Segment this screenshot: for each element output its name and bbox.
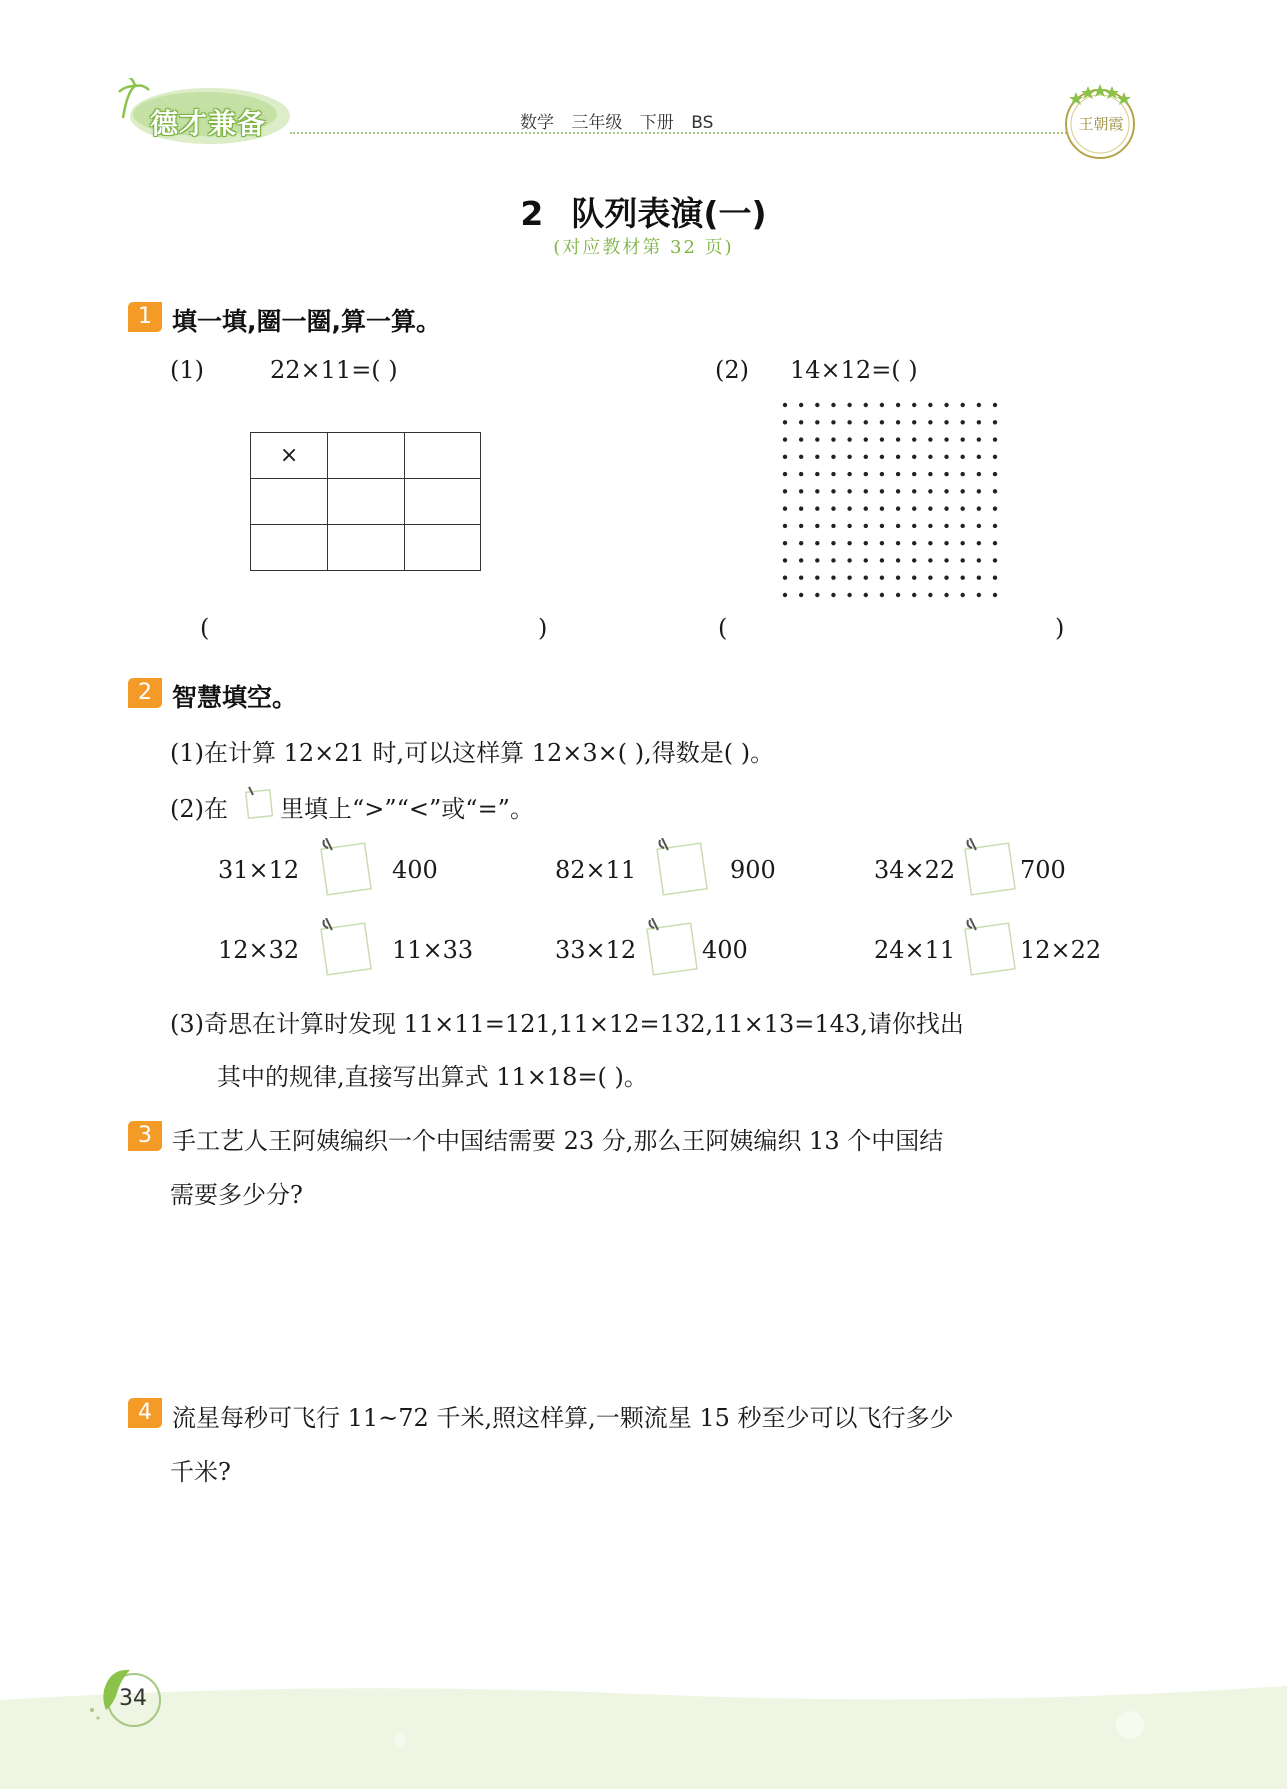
dot	[960, 437, 964, 441]
q2-part1: (1)在计算 12×21 时,可以这样算 12×3×( ),得数是( )。	[170, 739, 775, 767]
q1-answer1-open: (	[200, 614, 210, 642]
dot	[783, 489, 787, 493]
dot	[977, 506, 981, 510]
dot	[912, 420, 916, 424]
dot	[783, 403, 787, 407]
dot	[993, 506, 997, 510]
dot	[799, 489, 803, 493]
dot	[799, 576, 803, 580]
compare-left: 24×11	[874, 936, 956, 964]
dot	[944, 524, 948, 528]
dot	[977, 403, 981, 407]
dot	[912, 558, 916, 562]
dot	[960, 541, 964, 545]
compare-right: 900	[730, 856, 776, 884]
dot	[831, 576, 835, 580]
lesson-title: 队列表演(一)	[571, 194, 767, 233]
dot	[960, 593, 964, 597]
dot	[912, 472, 916, 476]
dot	[815, 489, 819, 493]
dot	[944, 420, 948, 424]
dot	[896, 472, 900, 476]
dot	[783, 576, 787, 580]
dot	[993, 558, 997, 562]
dot	[928, 437, 932, 441]
dot	[912, 455, 916, 459]
dot	[783, 558, 787, 562]
q1-badge: 1	[128, 302, 162, 332]
dot	[847, 506, 851, 510]
q1-part2-label: (2)	[715, 356, 749, 384]
grid-cell[interactable]	[328, 525, 404, 571]
dot	[944, 593, 948, 597]
grid-cell[interactable]	[328, 479, 404, 525]
dot	[944, 558, 948, 562]
dot	[783, 541, 787, 545]
dot	[847, 524, 851, 528]
q2-part2-prefix: (2)在	[170, 795, 228, 823]
dot	[912, 403, 916, 407]
compare-right: 400	[392, 856, 438, 884]
dot	[928, 593, 932, 597]
dot	[960, 558, 964, 562]
dot	[993, 472, 997, 476]
compare-right: 11×33	[392, 936, 474, 964]
dot	[977, 576, 981, 580]
dot	[815, 506, 819, 510]
dot	[847, 576, 851, 580]
dot	[815, 541, 819, 545]
dot	[864, 420, 868, 424]
dot	[960, 489, 964, 493]
dot	[960, 403, 964, 407]
multiplication-grid	[250, 432, 481, 571]
dot	[880, 558, 884, 562]
dot	[912, 524, 916, 528]
dot	[912, 593, 916, 597]
dot	[896, 524, 900, 528]
textbook-reference: (对应教材第 32 页)	[553, 237, 734, 258]
dot	[783, 472, 787, 476]
dot	[831, 593, 835, 597]
dot	[944, 472, 948, 476]
dot	[864, 576, 868, 580]
dot	[977, 455, 981, 459]
dot	[928, 455, 932, 459]
dot	[847, 489, 851, 493]
page-number: 34	[119, 1686, 147, 1711]
q4-line2: 千米?	[170, 1458, 231, 1486]
dot	[864, 541, 868, 545]
dot	[783, 455, 787, 459]
grid-header-cell: ×	[251, 433, 328, 479]
dot	[912, 541, 916, 545]
header-meta: 数学 三年级 下册 BS	[520, 113, 714, 133]
dot	[880, 420, 884, 424]
dot	[944, 541, 948, 545]
compare-right: 700	[1020, 856, 1066, 884]
dot	[880, 524, 884, 528]
dot	[896, 455, 900, 459]
dot	[783, 524, 787, 528]
dot	[799, 420, 803, 424]
compare-answer-box[interactable]	[962, 838, 1018, 898]
dot	[864, 524, 868, 528]
dot	[944, 437, 948, 441]
dot	[944, 506, 948, 510]
dot	[831, 558, 835, 562]
dot	[864, 437, 868, 441]
dot	[847, 593, 851, 597]
compare-right: 12×22	[1020, 936, 1102, 964]
dot	[799, 593, 803, 597]
compare-left: 12×32	[218, 936, 300, 964]
note-icon-inline	[243, 785, 275, 821]
grid-cell[interactable]	[328, 433, 404, 479]
dot	[977, 541, 981, 545]
dot	[831, 403, 835, 407]
dot	[880, 576, 884, 580]
dot	[815, 403, 819, 407]
dot	[815, 576, 819, 580]
q2-part2-suffix: 里填上“>”“<”或“=”。	[280, 795, 534, 823]
q1-answer2-open: (	[718, 614, 728, 642]
dot	[928, 541, 932, 545]
dot	[977, 558, 981, 562]
dot	[815, 437, 819, 441]
compare-left: 31×12	[218, 856, 300, 884]
q1-answer1-close: )	[538, 614, 548, 642]
dot	[896, 593, 900, 597]
dot	[928, 472, 932, 476]
dot	[799, 437, 803, 441]
dot	[831, 420, 835, 424]
dot	[896, 437, 900, 441]
dot	[993, 593, 997, 597]
dot	[847, 437, 851, 441]
dot	[880, 472, 884, 476]
dot	[880, 455, 884, 459]
dot	[815, 524, 819, 528]
compare-answer-box[interactable]	[318, 918, 374, 978]
dot	[815, 558, 819, 562]
dot	[896, 558, 900, 562]
dot	[896, 506, 900, 510]
dot	[783, 437, 787, 441]
dot	[831, 455, 835, 459]
dot	[783, 593, 787, 597]
dot	[799, 455, 803, 459]
dot	[880, 506, 884, 510]
dot	[799, 472, 803, 476]
dot	[928, 558, 932, 562]
dot	[896, 420, 900, 424]
dot	[880, 489, 884, 493]
grid-cell[interactable]	[404, 525, 480, 571]
dot	[928, 489, 932, 493]
dot	[912, 489, 916, 493]
dot	[864, 455, 868, 459]
compare-left: 34×22	[874, 856, 956, 884]
dot	[896, 403, 900, 407]
dot	[944, 489, 948, 493]
compare-answer-box[interactable]	[654, 838, 710, 898]
dot	[944, 576, 948, 580]
dot	[847, 455, 851, 459]
dot	[928, 524, 932, 528]
page-title	[0, 188, 1287, 235]
dot	[960, 506, 964, 510]
dot	[993, 541, 997, 545]
dot	[993, 420, 997, 424]
dot	[864, 472, 868, 476]
q4-badge: 4	[128, 1398, 162, 1428]
dot	[960, 455, 964, 459]
dot	[928, 403, 932, 407]
compare-answer-box[interactable]	[962, 918, 1018, 978]
dot	[783, 420, 787, 424]
brand-text: 德才兼备	[150, 107, 267, 140]
dot	[799, 541, 803, 545]
dot	[977, 420, 981, 424]
dot	[864, 593, 868, 597]
dot	[831, 524, 835, 528]
dot	[799, 403, 803, 407]
dot	[928, 576, 932, 580]
q3-badge: 3	[128, 1121, 162, 1151]
dot	[815, 420, 819, 424]
q2-part3-line1: (3)奇思在计算时发现 11×11=121,11×12=132,11×13=143,请你找出	[170, 1010, 964, 1038]
dot	[880, 403, 884, 407]
dot	[847, 403, 851, 407]
dot	[960, 524, 964, 528]
dot	[864, 403, 868, 407]
dot	[912, 576, 916, 580]
dot	[831, 541, 835, 545]
dot	[993, 576, 997, 580]
q1-answer2-close: )	[1055, 614, 1065, 642]
compare-answer-box[interactable]	[644, 918, 700, 978]
q2-heading: 智慧填空。	[172, 683, 298, 712]
dot	[993, 524, 997, 528]
dot	[977, 489, 981, 493]
dot	[896, 576, 900, 580]
dot	[864, 558, 868, 562]
dot	[831, 506, 835, 510]
dot	[912, 506, 916, 510]
dot	[960, 472, 964, 476]
dot	[880, 593, 884, 597]
lesson-number: 2	[520, 194, 544, 233]
dot	[977, 524, 981, 528]
q1-part1-expr: 22×11=( )	[270, 356, 398, 384]
dot	[896, 489, 900, 493]
dot	[831, 472, 835, 476]
q2-part3-line2: 其中的规律,直接写出算式 11×18=( )。	[217, 1063, 648, 1091]
dot-array[interactable]	[780, 400, 1000, 600]
dot	[993, 403, 997, 407]
dot	[799, 506, 803, 510]
compare-left: 33×12	[555, 936, 637, 964]
dot	[993, 489, 997, 493]
grid-cell[interactable]	[404, 479, 480, 525]
dot	[944, 403, 948, 407]
seal-text: 王朝霞	[1078, 115, 1124, 133]
compare-answer-box[interactable]	[318, 838, 374, 898]
dot	[799, 524, 803, 528]
dot	[960, 420, 964, 424]
dot	[831, 437, 835, 441]
dot	[944, 455, 948, 459]
dot	[815, 593, 819, 597]
q1-part2-expr: 14×12=( )	[790, 356, 918, 384]
dot	[912, 437, 916, 441]
dot	[977, 472, 981, 476]
q3-line1: 手工艺人王阿姨编织一个中国结需要 23 分,那么王阿姨编织 13 个中国结	[172, 1127, 944, 1155]
dot	[831, 489, 835, 493]
dot	[847, 420, 851, 424]
q2-badge: 2	[128, 678, 162, 708]
dot	[928, 506, 932, 510]
dot	[977, 437, 981, 441]
dot	[880, 541, 884, 545]
dot	[928, 420, 932, 424]
dot	[993, 437, 997, 441]
dot	[864, 506, 868, 510]
dot	[880, 437, 884, 441]
dot	[847, 472, 851, 476]
dot	[847, 558, 851, 562]
dot	[960, 576, 964, 580]
grid-cell[interactable]	[404, 433, 480, 479]
dot	[847, 541, 851, 545]
dot	[977, 593, 981, 597]
dot	[864, 489, 868, 493]
q1-heading: 填一填,圈一圈,算一算。	[172, 307, 441, 336]
dot	[799, 558, 803, 562]
q4-line1: 流星每秒可飞行 11~72 千米,照这样算,一颗流星 15 秒至少可以飞行多少	[172, 1404, 954, 1432]
q1-part1-label: (1)	[170, 356, 204, 384]
compare-left: 82×11	[555, 856, 637, 884]
grid-cell[interactable]	[251, 479, 328, 525]
compare-right: 400	[702, 936, 748, 964]
footer-background	[0, 1680, 1287, 1789]
dot	[993, 455, 997, 459]
dot	[896, 541, 900, 545]
q3-line2: 需要多少分?	[170, 1181, 303, 1209]
dot	[815, 455, 819, 459]
dot	[783, 506, 787, 510]
grid-cell[interactable]	[251, 525, 328, 571]
dot	[815, 472, 819, 476]
